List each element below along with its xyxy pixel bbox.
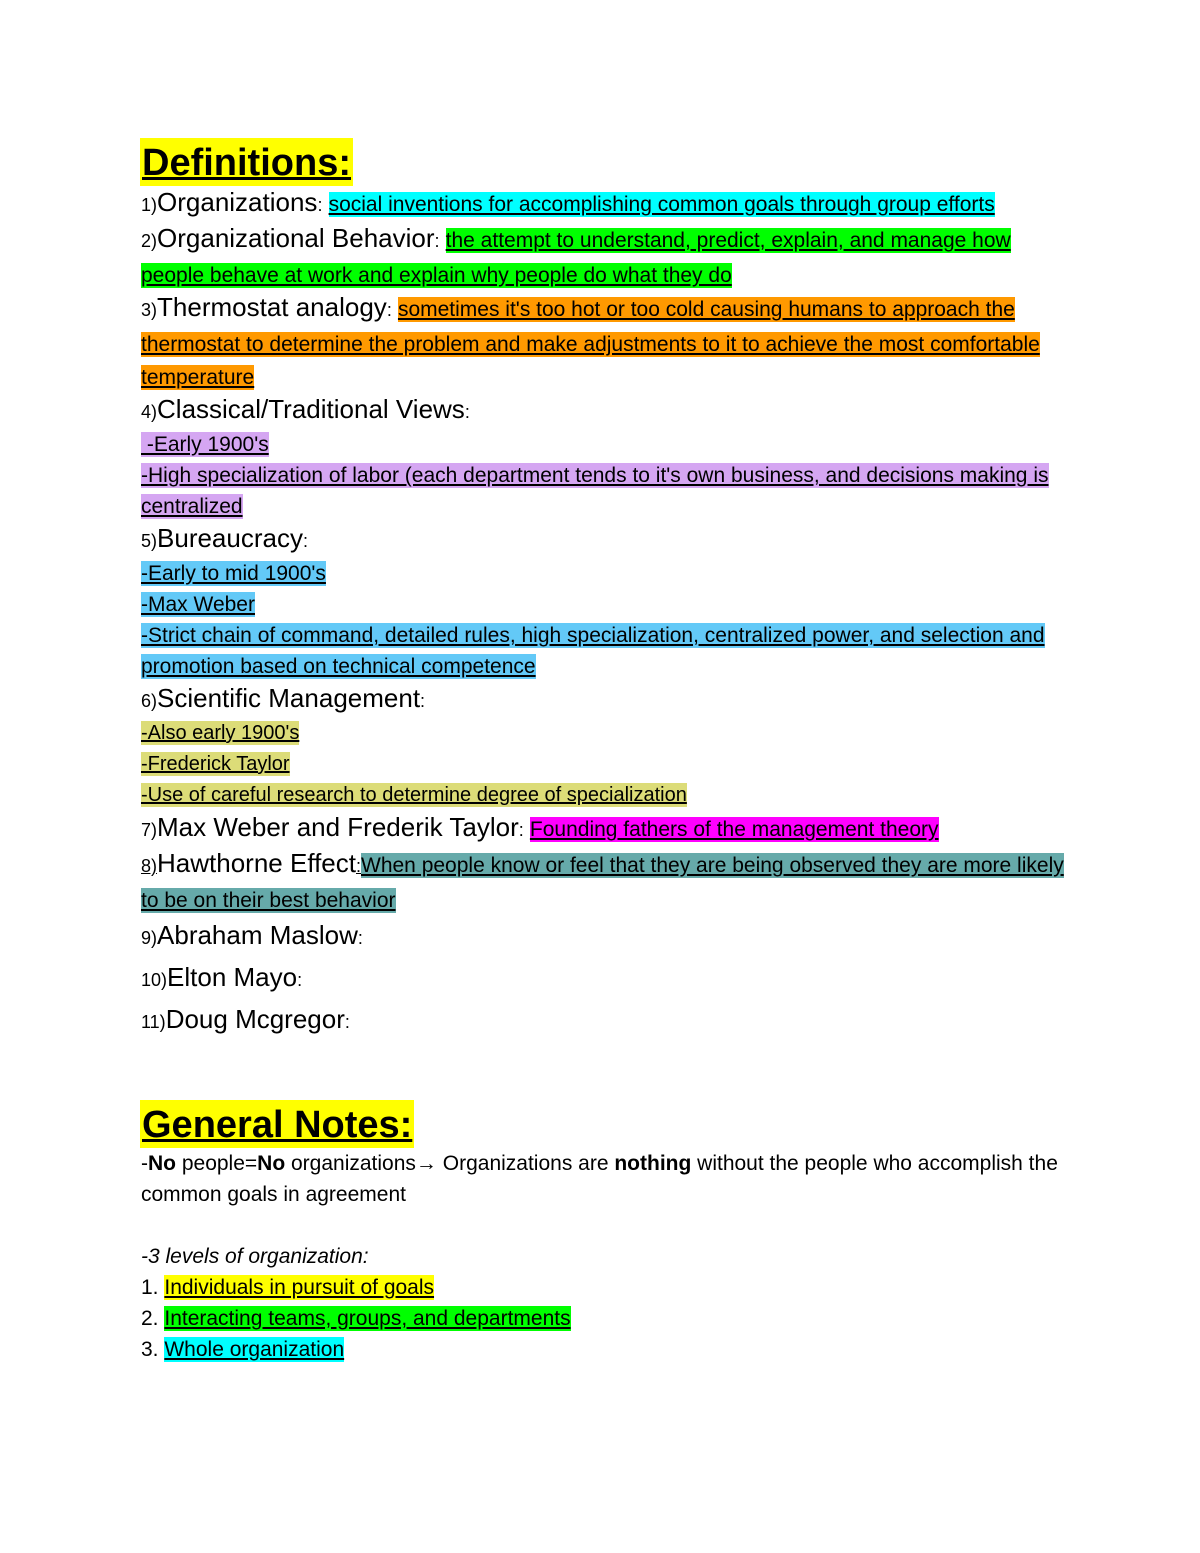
definition-6 bbox=[141, 682, 1071, 718]
definition-5-line bbox=[141, 589, 1071, 620]
definition-term: Bureaucracy bbox=[157, 523, 303, 553]
definition-6-line bbox=[141, 718, 1071, 749]
level-number: 1. bbox=[141, 1276, 165, 1299]
definition-6-line-text: -Use of careful research to determine degree of specialization bbox=[141, 784, 687, 806]
definition-colon: : bbox=[355, 856, 361, 876]
definitions-heading-row bbox=[141, 138, 1071, 186]
definition-number: 2) bbox=[141, 231, 158, 251]
definition-6-line-text: -Also early 1900's bbox=[141, 722, 300, 744]
definition-number: 1) bbox=[141, 195, 158, 215]
general-notes-heading: General Notes: bbox=[140, 1100, 414, 1148]
definition-5-line bbox=[141, 620, 1071, 682]
definition-colon: : bbox=[297, 970, 303, 990]
spacer bbox=[141, 1042, 1071, 1100]
note-text: people= bbox=[176, 1152, 258, 1175]
definition-colon: : bbox=[434, 231, 440, 251]
definition-3 bbox=[141, 291, 1071, 393]
definition-number: 8) bbox=[141, 856, 158, 876]
definition-number: 6) bbox=[141, 691, 158, 711]
definition-colon: : bbox=[518, 820, 524, 840]
definition-term: Hawthorne Effect bbox=[157, 848, 356, 878]
level-text: Individuals in pursuit of goals bbox=[164, 1276, 435, 1299]
definition-4 bbox=[141, 393, 1071, 429]
definition-colon: : bbox=[357, 928, 363, 948]
definition-11 bbox=[141, 1000, 1071, 1042]
note-text: organizations→ Organizations are bbox=[285, 1152, 615, 1175]
definition-6-line bbox=[141, 780, 1071, 811]
definition-6-line bbox=[141, 749, 1071, 780]
definition-number: 7) bbox=[141, 820, 158, 840]
definition-colon: : bbox=[386, 300, 392, 320]
definitions-heading: Definitions: bbox=[140, 138, 353, 186]
definition-number: 9) bbox=[141, 928, 158, 948]
definition-number: 4) bbox=[141, 402, 158, 422]
definition-text: the attempt to understand, predict, explain, and manage how people behave at work and explain why people do what they do bbox=[141, 229, 1011, 287]
definition-number: 5) bbox=[141, 531, 158, 551]
note-text: without the people who accomplish the common goals in agreement bbox=[141, 1152, 1058, 1206]
definition-term: Max Weber and Frederik Taylor bbox=[157, 812, 519, 842]
definition-4-line-text: -Early 1900's bbox=[141, 433, 269, 456]
level-item-1 bbox=[141, 1272, 1071, 1303]
definition-5 bbox=[141, 522, 1071, 558]
definition-text: social inventions for accomplishing common goals through group efforts bbox=[328, 193, 995, 216]
definition-colon: : bbox=[302, 531, 308, 551]
definition-colon: : bbox=[464, 402, 470, 422]
note-bold-nothing: nothing bbox=[614, 1152, 692, 1175]
definition-4-line-text: -High specialization of labor (each department tends to it's own business, and decisions making is centralized bbox=[141, 464, 1049, 518]
definition-5-line-text: -Early to mid 1900's bbox=[141, 562, 326, 585]
definition-term: Organizational Behavior bbox=[157, 223, 435, 253]
definition-7 bbox=[141, 811, 1071, 847]
definition-term: Scientific Management bbox=[157, 683, 421, 713]
definition-4-line bbox=[141, 460, 1071, 522]
note-dash: - bbox=[141, 1152, 148, 1175]
document-content bbox=[141, 138, 1071, 1365]
definition-number: 11) bbox=[141, 1012, 166, 1032]
definition-text: sometimes it's too hot or too cold causing humans to approach the thermostat to determine the problem and make adjustments to it to achieve the most comfortable temperature bbox=[141, 298, 1040, 389]
definition-8 bbox=[141, 847, 1071, 916]
definition-colon: : bbox=[317, 195, 323, 215]
definition-10 bbox=[141, 958, 1071, 1000]
definition-term: Abraham Maslow bbox=[157, 920, 358, 950]
definition-9 bbox=[141, 916, 1071, 958]
definition-5-line-text: -Max Weber bbox=[141, 593, 255, 616]
level-number: 3. bbox=[141, 1338, 165, 1361]
definition-5-line bbox=[141, 558, 1071, 589]
definition-4-line bbox=[141, 429, 1071, 460]
definition-6-line-text: -Frederick Taylor bbox=[141, 753, 290, 775]
definition-term: Elton Mayo bbox=[167, 962, 298, 992]
definition-term: Doug Mcgregor bbox=[165, 1004, 345, 1034]
level-text: Whole organization bbox=[164, 1338, 345, 1361]
general-heading-row bbox=[141, 1100, 1071, 1148]
general-note-paragraph bbox=[141, 1148, 1071, 1210]
definition-colon: : bbox=[344, 1012, 350, 1032]
definition-colon: : bbox=[420, 691, 426, 711]
definition-5-line-text: -Strict chain of command, detailed rules, high specialization, centralized power, and selection and promotion based on technical competence bbox=[141, 624, 1045, 678]
spacer bbox=[141, 1210, 1071, 1241]
definition-text: When people know or feel that they are being observed they are more likely to be on their best behavior bbox=[141, 854, 1064, 912]
level-number: 2. bbox=[141, 1307, 165, 1330]
definition-2 bbox=[141, 222, 1071, 291]
level-text: Interacting teams, groups, and departments bbox=[164, 1307, 571, 1330]
definition-term: Classical/Traditional Views bbox=[157, 394, 465, 424]
definition-1 bbox=[141, 186, 1071, 222]
levels-title: -3 levels of organization: bbox=[141, 1245, 369, 1268]
definition-term: Thermostat analogy bbox=[157, 292, 387, 322]
note-bold-no: No bbox=[257, 1152, 286, 1175]
note-bold-no: No bbox=[148, 1152, 176, 1175]
level-item-2 bbox=[141, 1303, 1071, 1334]
definition-number: 10) bbox=[141, 970, 168, 990]
level-item-3 bbox=[141, 1334, 1071, 1365]
definition-term: Organizations bbox=[157, 187, 318, 217]
definition-number: 3) bbox=[141, 300, 158, 320]
definition-text: Founding fathers of the management theory bbox=[529, 818, 939, 841]
